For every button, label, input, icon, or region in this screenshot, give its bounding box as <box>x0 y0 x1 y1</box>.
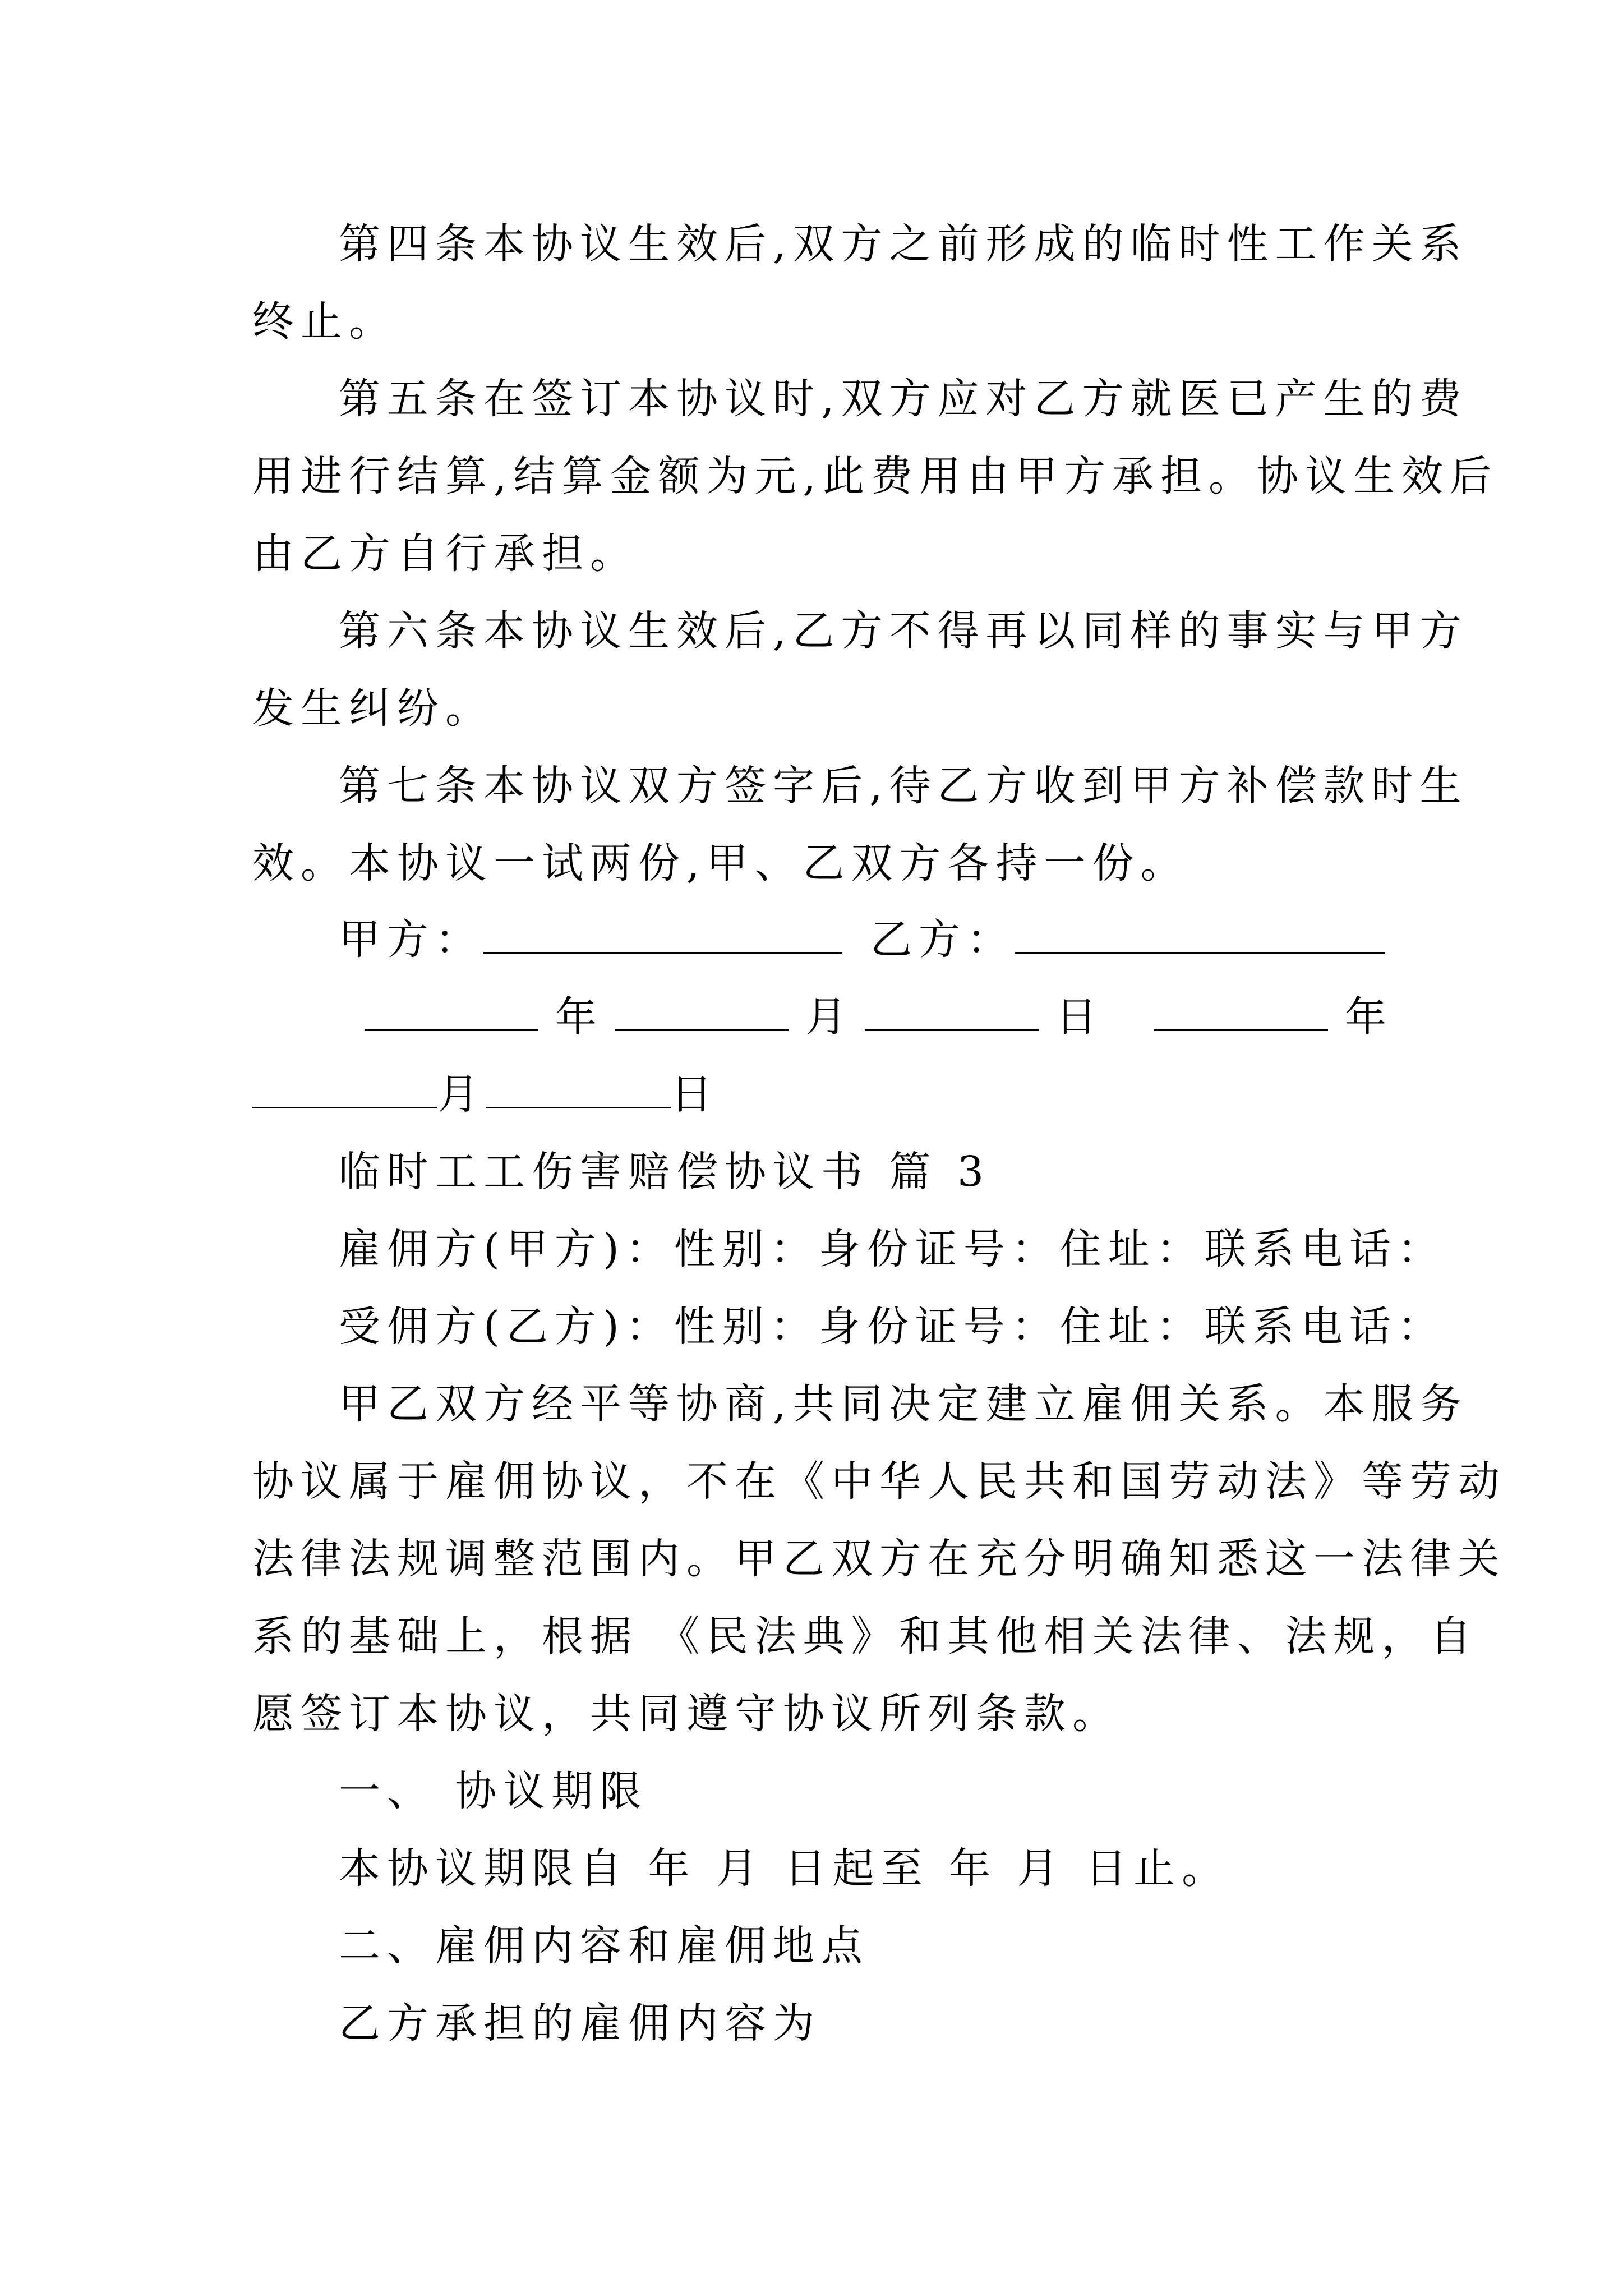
article-4-line-2: 终止。 <box>252 297 397 346</box>
body-line-5: 愿签订本协议，共同遵守协议所列条款。 <box>252 1690 1121 1738</box>
year-label-a: 年 <box>555 993 603 1041</box>
day-blank-a <box>865 996 1039 1031</box>
article-7-line-2: 效。本协议一试两份,甲、乙双方各持一份。 <box>252 839 1189 887</box>
article-5-line-2: 用进行结算,结算金额为元,此费用由甲方承担。协议生效后 <box>252 452 1498 500</box>
month-label-b: 月 <box>437 1070 486 1119</box>
month-blank-b <box>252 1073 437 1108</box>
article-5-line-1: 第五条在签订本协议时,双方应对乙方就医已产生的费 <box>339 375 1468 423</box>
body-line-1: 甲乙双方经平等协商,共同决定建立雇佣关系。本服务 <box>339 1380 1468 1428</box>
party-a-label: 甲方： <box>339 915 483 964</box>
day-label-b: 日 <box>671 1070 719 1119</box>
heading-term: 一、 协议期限 <box>339 1767 648 1815</box>
day-label-a: 日 <box>1055 993 1104 1041</box>
signature-parties <box>339 914 1385 965</box>
party-a-blank <box>483 918 842 954</box>
signature-dates <box>365 992 1393 1042</box>
body-line-3: 法律法规调整范围内。甲乙双方在充分明确知悉这一法律关 <box>252 1535 1506 1583</box>
party-b-blank <box>1015 918 1385 954</box>
article-4-line-1: 第四条本协议生效后,双方之前形成的临时性工作关系 <box>339 220 1468 268</box>
article-5-line-3: 由乙方自行承担。 <box>252 530 638 578</box>
content-line: 乙方承担的雇佣内容为 <box>339 1999 821 2047</box>
year-blank-b <box>1154 996 1328 1031</box>
year-blank-a <box>365 996 538 1031</box>
body-line-2: 协议属于雇佣协议，不在《中华人民共和国劳动法》等劳动 <box>252 1457 1506 1506</box>
article-6-line-1: 第六条本协议生效后,乙方不得再以同样的事实与甲方 <box>339 607 1468 655</box>
section-title: 临时工工伤害赔偿协议书 篇 3 <box>339 1148 991 1196</box>
heading-content-location: 二、雇佣内容和雇佣地点 <box>339 1922 869 1970</box>
employer-info: 雇佣方(甲方)：性别：身份证号：住址：联系电话： <box>339 1225 1446 1273</box>
employee-info: 受佣方(乙方)：性别：身份证号：住址：联系电话： <box>339 1303 1446 1351</box>
month-blank-a <box>615 996 789 1031</box>
day-blank-b <box>486 1073 671 1108</box>
article-6-line-2: 发生纠纷。 <box>252 684 494 733</box>
article-7-line-1: 第七条本协议双方签字后,待乙方收到甲方补偿款时生 <box>339 762 1468 810</box>
year-label-b: 年 <box>1345 993 1393 1041</box>
term-line: 本协议期限自 年 月 日起至 年 月 日止。 <box>339 1844 1230 1893</box>
body-line-4: 系的基础上，根据 《民法典》和其他相关法律、法规，自 <box>252 1612 1478 1660</box>
signature-dates-cont <box>252 1069 719 1120</box>
party-b-label: 乙方： <box>870 915 1015 964</box>
month-label-a: 月 <box>805 993 854 1041</box>
